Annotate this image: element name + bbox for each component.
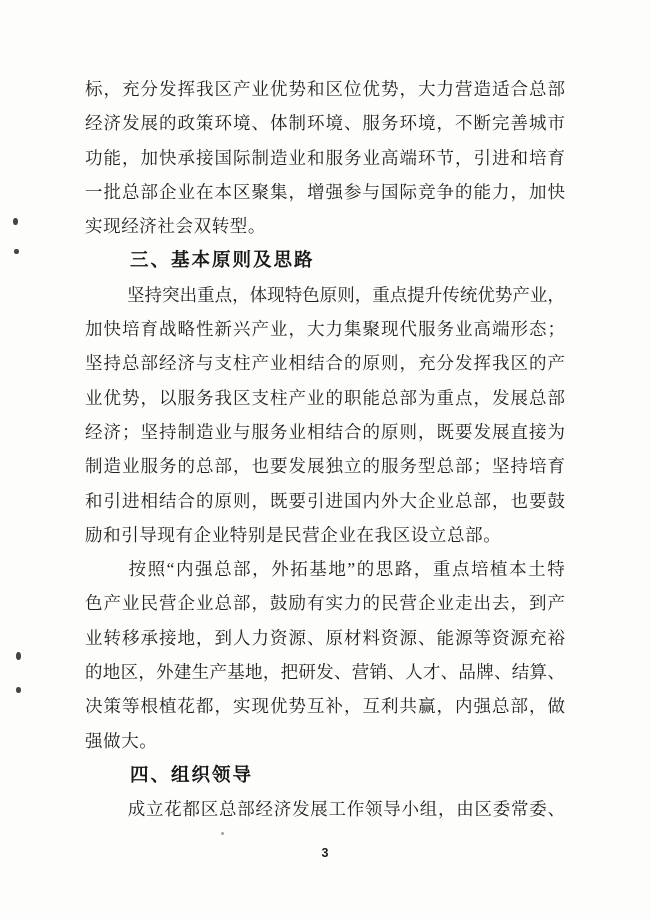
body-text-line: 一 批 总 部 企 业 在 本 区 聚 集 ， 增 强 参 与 国 际 竞 争 的 能 力 ， 加 快 bbox=[85, 181, 565, 202]
body-text-line: 业 转 移 承 接 地 ， 到 人 力 资 源 、 原 材 料 资 源 、 能 源 等 资 源 充 裕 bbox=[85, 627, 565, 648]
body-text-line: 色 产 业 民 营 企 业 总 部 ， 鼓 励 有 实 力 的 民 营 企 业 走 出 去 ， 到 产 bbox=[85, 593, 565, 614]
document-text-block bbox=[85, 72, 565, 827]
body-text-line: 坚 持 总 部 经 济 与 支 柱 产 业 相 结 合 的 原 则 ， 充 分 发 挥 我 区 的 产 bbox=[85, 353, 565, 374]
body-text-line: 制 造 业 服 务 的 总 部 ， 也 要 发 展 独 立 的 服 务 型 总 部 ； 坚 持 培 育 bbox=[85, 456, 565, 477]
body-text-line: 实现经济社会双转型。 bbox=[85, 216, 266, 237]
scan-speck bbox=[16, 652, 21, 660]
page-number: 3 bbox=[321, 846, 329, 860]
section-heading-3: 三、基本原则及思路 bbox=[130, 249, 315, 271]
body-text-line: 强做大。 bbox=[85, 730, 158, 751]
body-text-line: 坚 持 突 出 重 点 ， 体 现 特 色 原 则 ， 重 点 提 升 传 统 优 势 产 业 ， bbox=[127, 284, 565, 305]
body-text-line: 标 ， 充 分 发 挥 我 区 产 业 优 势 和 区 位 优 势 ， 大 力 营 造 适 合 总 部 bbox=[85, 79, 565, 99]
scan-speck bbox=[16, 687, 21, 693]
body-text-line: 和 引 进 相 结 合 的 原 则 ， 既 要 引 进 国 内 外 大 企 业 总 部 ， 也 要 鼓 bbox=[85, 490, 565, 511]
body-text-line: 决 策 等 根 植 花 都 ， 实 现 优 势 互 补 ， 互 利 共 赢 ， 内 强 总 部 ， 做 bbox=[85, 696, 565, 717]
scan-speck bbox=[14, 249, 19, 254]
body-text-line: 按 照 “ 内 强 总 部 ， 外 拓 基 地 ” 的 思 路 ， 重 点 培 植 本 土 特 bbox=[128, 559, 565, 580]
body-text-line: 功 能 ， 加 快 承 接 国 际 制 造 业 和 服 务 业 高 端 环 节 ， 引 进 和 培 育 bbox=[85, 147, 565, 168]
body-text-line: 成 立 花 都 区 总 部 经 济 发 展 工 作 领 导 小 组 ， 由 区 委 常 委 、 bbox=[127, 799, 565, 820]
body-text-line: 励和引导现有企业特别是民营企业在我区设立总部。 bbox=[85, 524, 502, 545]
body-text-line: 加 快 培 育 战 略 性 新 兴 产 业 ， 大 力 集 聚 现 代 服 务 业 高 端 形 态 ； bbox=[85, 319, 565, 340]
body-text-line: 经 济 发 展 的 政 策 环 境 、 体 制 环 境 、 服 务 环 境 ， 不 断 完 善 城 市 bbox=[85, 113, 565, 134]
body-text-line: 经 济 ； 坚 持 制 造 业 与 服 务 业 相 结 合 的 原 则 ， 既 要 发 展 直 接 为 bbox=[85, 421, 565, 442]
body-text-line: 的 地 区 ， 外 建 生 产 基 地 ， 把 研 发 、 营 销 、 人 才 、 品 牌 、 结 算 、 bbox=[85, 662, 565, 683]
body-text-line: 业 优 势 ， 以 服 务 我 区 支 柱 产 业 的 职 能 总 部 为 重 点 ， 发 展 总 部 bbox=[85, 387, 565, 408]
section-heading-4: 四、组织领导 bbox=[130, 763, 254, 785]
scan-speck bbox=[13, 218, 18, 225]
scan-speck bbox=[221, 832, 224, 835]
